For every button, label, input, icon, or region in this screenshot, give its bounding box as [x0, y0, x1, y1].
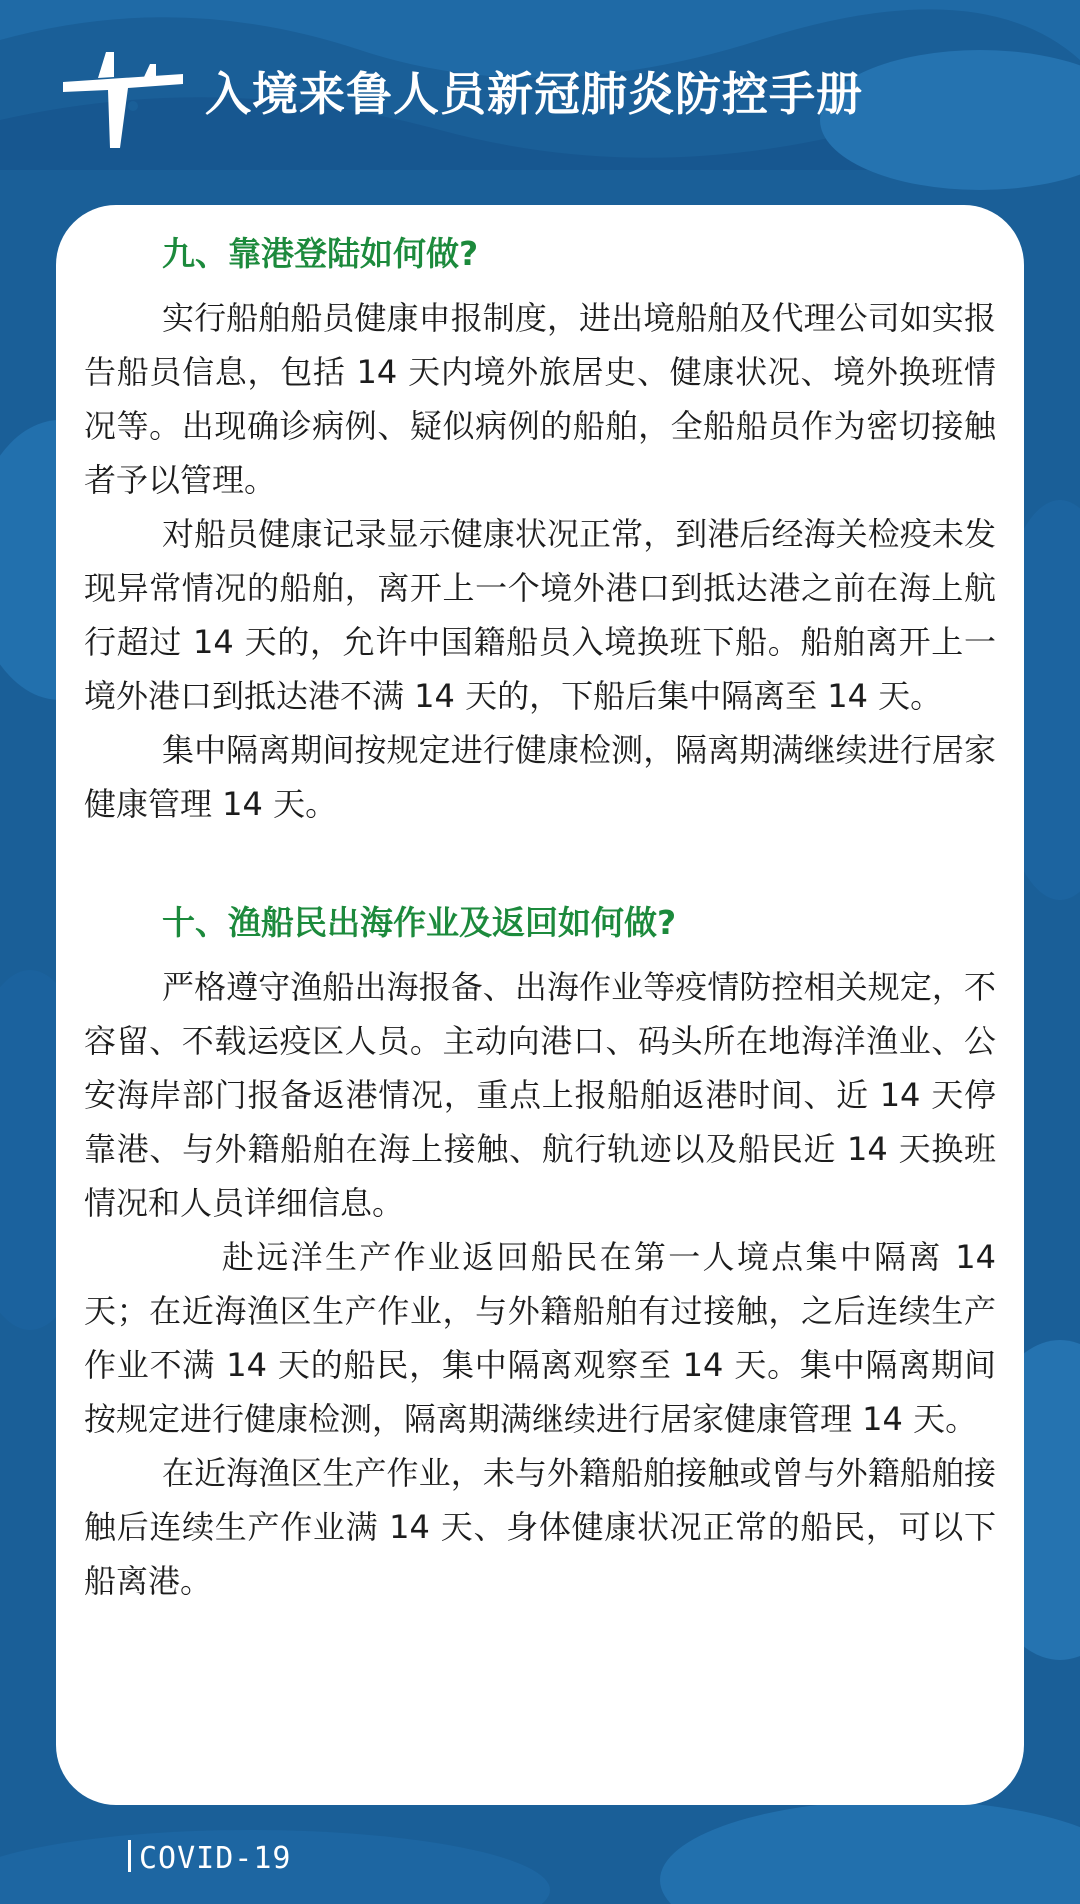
section-gap — [84, 831, 996, 897]
section-title: 十、渔船民出海作业及返回如何做? — [162, 903, 677, 942]
footer-divider — [128, 1840, 131, 1872]
page-title: 入境来鲁人员新冠肺炎防控手册 — [205, 67, 863, 121]
header — [0, 0, 1080, 180]
paragraph: 对船员健康记录显示健康状况正常，到港后经海关检疫未发现异常情况的船舶，离开上一个境外港口到抵达港之前在海上航行超过 14 天的，允许中国籍船员入境换班下船。船舶离开上一境外港口到抵达港不满 14 天的，下船后集中隔离至 14 天。 — [84, 515, 996, 715]
paragraph: 实行船舶船员健康申报制度，进出境船舶及代理公司如实报告船员信息，包括 14 天内境外旅居史、健康状况、境外换班情况等。出现确诊病例、疑似病例的船舶，全船船员作为密切接触者予以管理。 — [84, 299, 996, 499]
section-title: 九、靠港登陆如何做? — [162, 234, 479, 273]
airplane-icon — [58, 44, 188, 154]
paragraph: 集中隔离期间按规定进行健康检测，隔离期满继续进行居家健康管理 14 天。 — [84, 731, 996, 823]
paragraph: 严格遵守渔船出海报备、出海作业等疫情防控相关规定，不容留、不载运疫区人员。主动向港口、码头所在地海洋渔业、公安海岸部门报备返港情况，重点上报船舶返港时间、近 14 天停靠港、与外籍船舶在海上接触、航行轨迹以及船民近 14 天换班情况和人员详细信息。 — [84, 968, 996, 1222]
paragraph: 赴远洋生产作业返回船民在第一人境点集中隔离 14 天；在近海渔区生产作业，与外籍船舶有过接触，之后连续生产作业不满 14 天的船民，集中隔离观察至 14 天。集中隔离期间按规定进行健康检测，隔离期满继续进行居家健康管理 14 天。 — [84, 1238, 996, 1438]
paragraph: 在近海渔区生产作业，未与外籍船舶接触或曾与外籍船舶接触后连续生产作业满 14 天、身体健康状况正常的船民，可以下船离港。 — [84, 1454, 996, 1600]
article-body — [84, 228, 996, 1608]
footer-label — [128, 1840, 292, 1876]
footer-text: COVID-19 — [139, 1841, 292, 1876]
